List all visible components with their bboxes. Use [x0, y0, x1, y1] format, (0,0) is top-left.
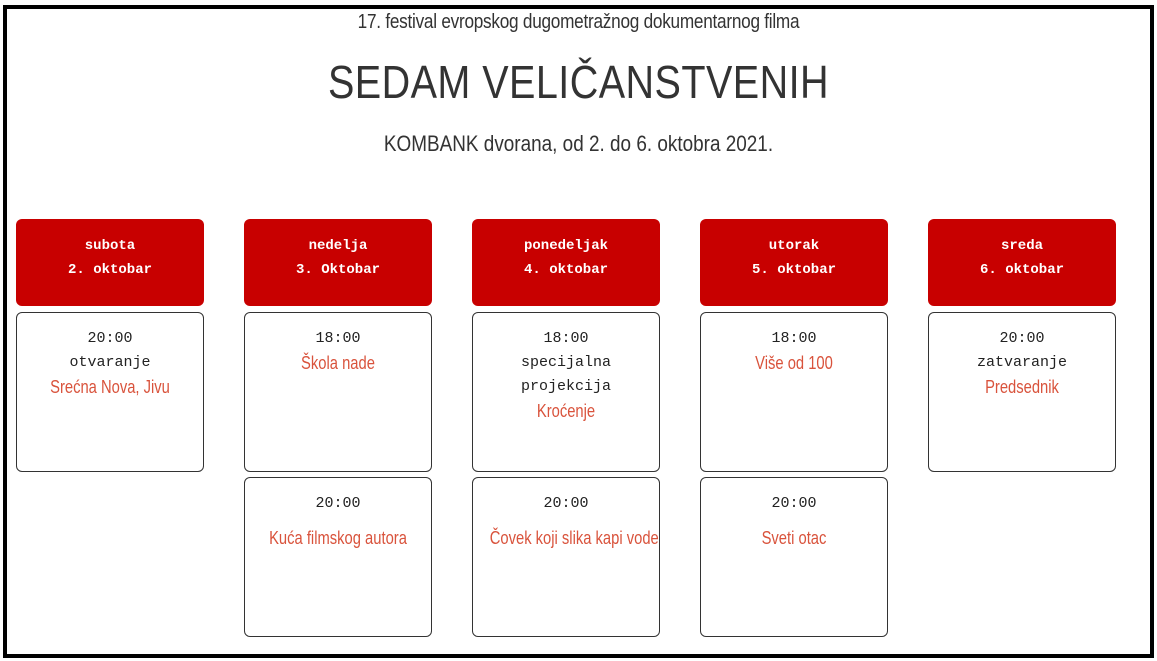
screening-time: 20:00 [771, 495, 817, 512]
day-column-sunday [244, 219, 432, 637]
screening-note: specijalna [520, 354, 611, 371]
screening-time: 20:00 [87, 330, 133, 347]
day-weekday: utorak [768, 238, 820, 254]
screening-slot [472, 477, 660, 637]
film-link[interactable]: Srećna Nova, Jivu [50, 377, 170, 397]
day-weekday: nedelja [308, 238, 368, 254]
day-column-monday [472, 219, 660, 637]
day-date: 4. oktobar [523, 262, 608, 278]
day-header [700, 219, 888, 306]
film-link[interactable]: Škola nade [301, 353, 375, 373]
screening-note: zatvaranje [976, 354, 1067, 371]
screening-time: 20:00 [543, 495, 589, 512]
day-header [244, 219, 432, 306]
day-header [928, 219, 1116, 306]
film-link[interactable]: Čovek koji slika kapi vode [489, 528, 659, 548]
day-date: 3. Oktobar [295, 262, 380, 278]
day-column-tuesday [700, 219, 888, 637]
day-date: 2. oktobar [67, 262, 152, 278]
screening-note: projekcija [520, 378, 611, 395]
screening-slot [16, 312, 204, 472]
screening-slot [472, 312, 660, 472]
film-link[interactable]: Kroćenje [536, 401, 596, 421]
festival-title: SEDAM VELIČANSTVENIH [327, 56, 830, 108]
film-link[interactable]: Predsednik [985, 377, 1059, 397]
festival-subtitle: 17. festival evropskog dugometražnog dokumentarnog filma [357, 11, 800, 33]
screening-slot [700, 312, 888, 472]
screening-time: 18:00 [771, 330, 817, 347]
screening-time: 20:00 [315, 495, 361, 512]
day-column-saturday [16, 219, 204, 472]
day-header [472, 219, 660, 306]
screening-note: otvaranje [69, 354, 151, 371]
film-link[interactable]: Kuća filmskog autora [269, 528, 407, 548]
screening-slot [244, 477, 432, 637]
film-link[interactable]: Više od 100 [755, 353, 833, 373]
day-header [16, 219, 204, 306]
festival-venue: KOMBANK dvorana, od 2. do 6. oktobra 2021. [383, 131, 774, 156]
day-weekday: subota [84, 238, 136, 254]
day-weekday: sreda [1000, 238, 1043, 254]
film-link[interactable]: Sveti otac [761, 528, 827, 548]
screening-time: 18:00 [543, 330, 589, 347]
screening-time: 18:00 [315, 330, 361, 347]
day-date: 5. oktobar [751, 262, 836, 278]
screening-slot [244, 312, 432, 472]
day-column-wednesday [928, 219, 1116, 472]
screening-slot [928, 312, 1116, 472]
page-frame [3, 5, 1154, 658]
day-date: 6. oktobar [979, 262, 1064, 278]
screening-slot [700, 477, 888, 637]
screening-time: 20:00 [999, 330, 1045, 347]
day-weekday: ponedeljak [523, 238, 608, 254]
